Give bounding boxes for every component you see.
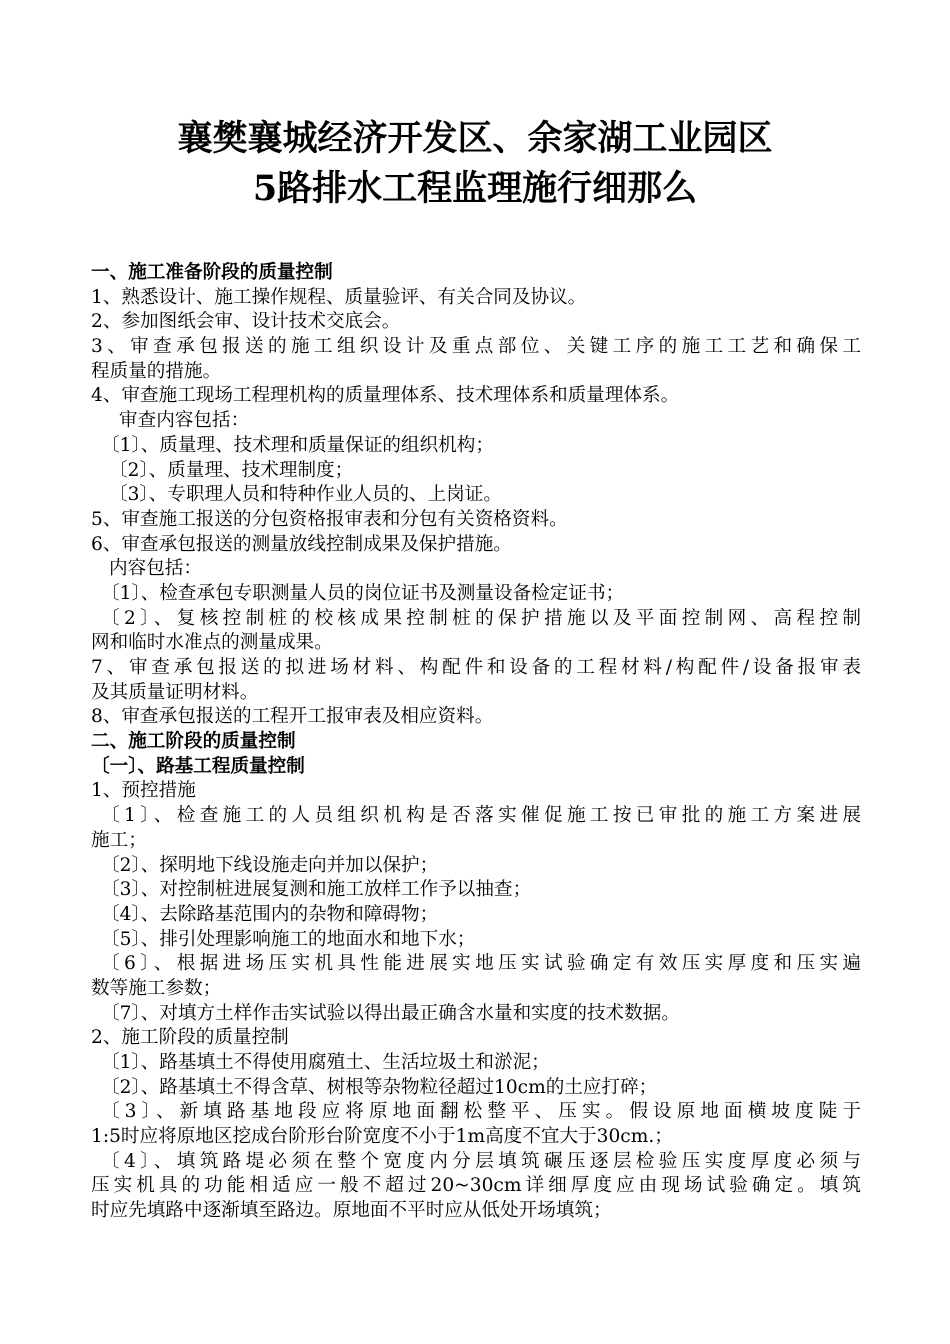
paragraph-line: 审查内容包括： [119,410,250,432]
list-item: 〔3〕、对控制桩进展复测和施工放样工作予以抽查； [101,879,532,901]
list-item: 〔7〕、对填方土样作击实试验以得出最正确含水量和实度的技术数据。 [101,1002,680,1024]
paragraph-line: 6、审查承包报送的测量放线控制成果及保护措施。 [91,533,512,555]
list-item: 〔3〕、专职理人员和特种作业人员的、上岗证。 [109,484,502,506]
section-heading: 二、施工阶段的质量控制 [91,731,296,753]
paragraph-line: 内容包括： [109,558,202,580]
paragraph-line: 时应先填路中逐渐填至路边。原地面不平时应从低处开场填筑； [91,1200,612,1222]
paragraph-line: 7、审查承包报送的拟进场材料、构配件和设备的工程材料/构配件/设备报审表 [91,657,861,678]
paragraph-line: 数等施工参数； [91,977,222,999]
list-item: 〔2〕、路基填土不得含草、树根等杂物粒径超过10cm的土应打碎； [101,1076,658,1098]
document-title-line-2: 5路排水工程监理施行细那么 [252,168,698,209]
paragraph-line: 5、审查施工报送的分包资格报审表和分包有关资格资料。 [91,508,568,530]
list-item: 〔1〕、检查施工的人员组织机构是否落实催促施工按已审批的施工方案进展 [101,805,861,827]
list-item: 〔6〕、根据进场压实机具性能进展实地压实试验确定有效压实厚度和压实遍 [101,953,861,975]
list-item: 〔5〕、排引处理影响施工的地面水和地下水； [101,928,476,950]
list-item: 〔1〕、检查承包专职测量人员的岗位证书及测量设备检定证书； [101,582,625,604]
paragraph-line: 1、熟悉设计、施工操作规程、质量验评、有关合同及协议。 [91,286,587,308]
paragraph-line: 网和临时水准点的测量成果。 [91,632,333,654]
list-item: 〔4〕、填筑路堤必须在整个宽度内分层填筑碾压逐层检验压实度厚度必须与 [101,1150,861,1172]
document-title-line-1: 襄樊襄城经济开发区、余家湖工业园区 [177,118,773,159]
paragraph-line: 4、审查施工现场工程理机构的质量理体系、技术理体系和质量理体系。 [91,385,680,407]
list-item: 〔2〕、复核控制桩的校核成果控制桩的保护措施以及平面控制网、高程控制 [101,607,861,629]
paragraph-line: 2、参加图纸会审、设计技术交底会。 [91,311,401,333]
paragraph-line: 施工； [91,829,147,851]
paragraph-line: 1:5时应将原地区挖成台阶形台阶宽度不小于1m高度不宜大于30cm.； [91,1126,673,1148]
paragraph-line: 压实机具的功能相适应一般不超过20~30cm详细厚度应由现场试验确定。填筑 [91,1175,861,1197]
list-item: 〔3〕、新填路基地段应将原地面翻松整平、压实。假设原地面横坡度陡于 [101,1101,861,1123]
subsection-heading: 〔一〕、路基工程质量控制 [91,755,305,777]
list-item: 〔1〕、路基填土不得使用腐殖土、生活垃圾土和淤泥； [101,1052,550,1073]
list-item: 〔2〕、探明地下线设施走向并加以保护； [101,854,439,876]
paragraph-line: 2、施工阶段的质量控制 [91,1027,289,1049]
document-body [91,261,861,1224]
list-item: 〔4〕、去除路基范围内的杂物和障碍物； [101,903,439,925]
section-heading: 一、施工准备阶段的质量控制 [91,262,333,283]
paragraph-line: 1、预控措施 [91,780,196,802]
list-item: 〔1〕、质量理、技术理和质量保证的组织机构； [101,434,494,456]
paragraph-line: 程质量的措施。 [91,360,222,382]
list-item: 〔2〕、质量理、技术理制度； [109,459,354,481]
paragraph-line: 及其质量证明材料。 [91,681,259,703]
paragraph-line: 3、审查承包报送的施工组织设计及重点部位、关键工序的施工工艺和确保工 [91,336,861,358]
paragraph-line: 8、审查承包报送的工程开工报审表及相应资料。 [91,706,494,728]
